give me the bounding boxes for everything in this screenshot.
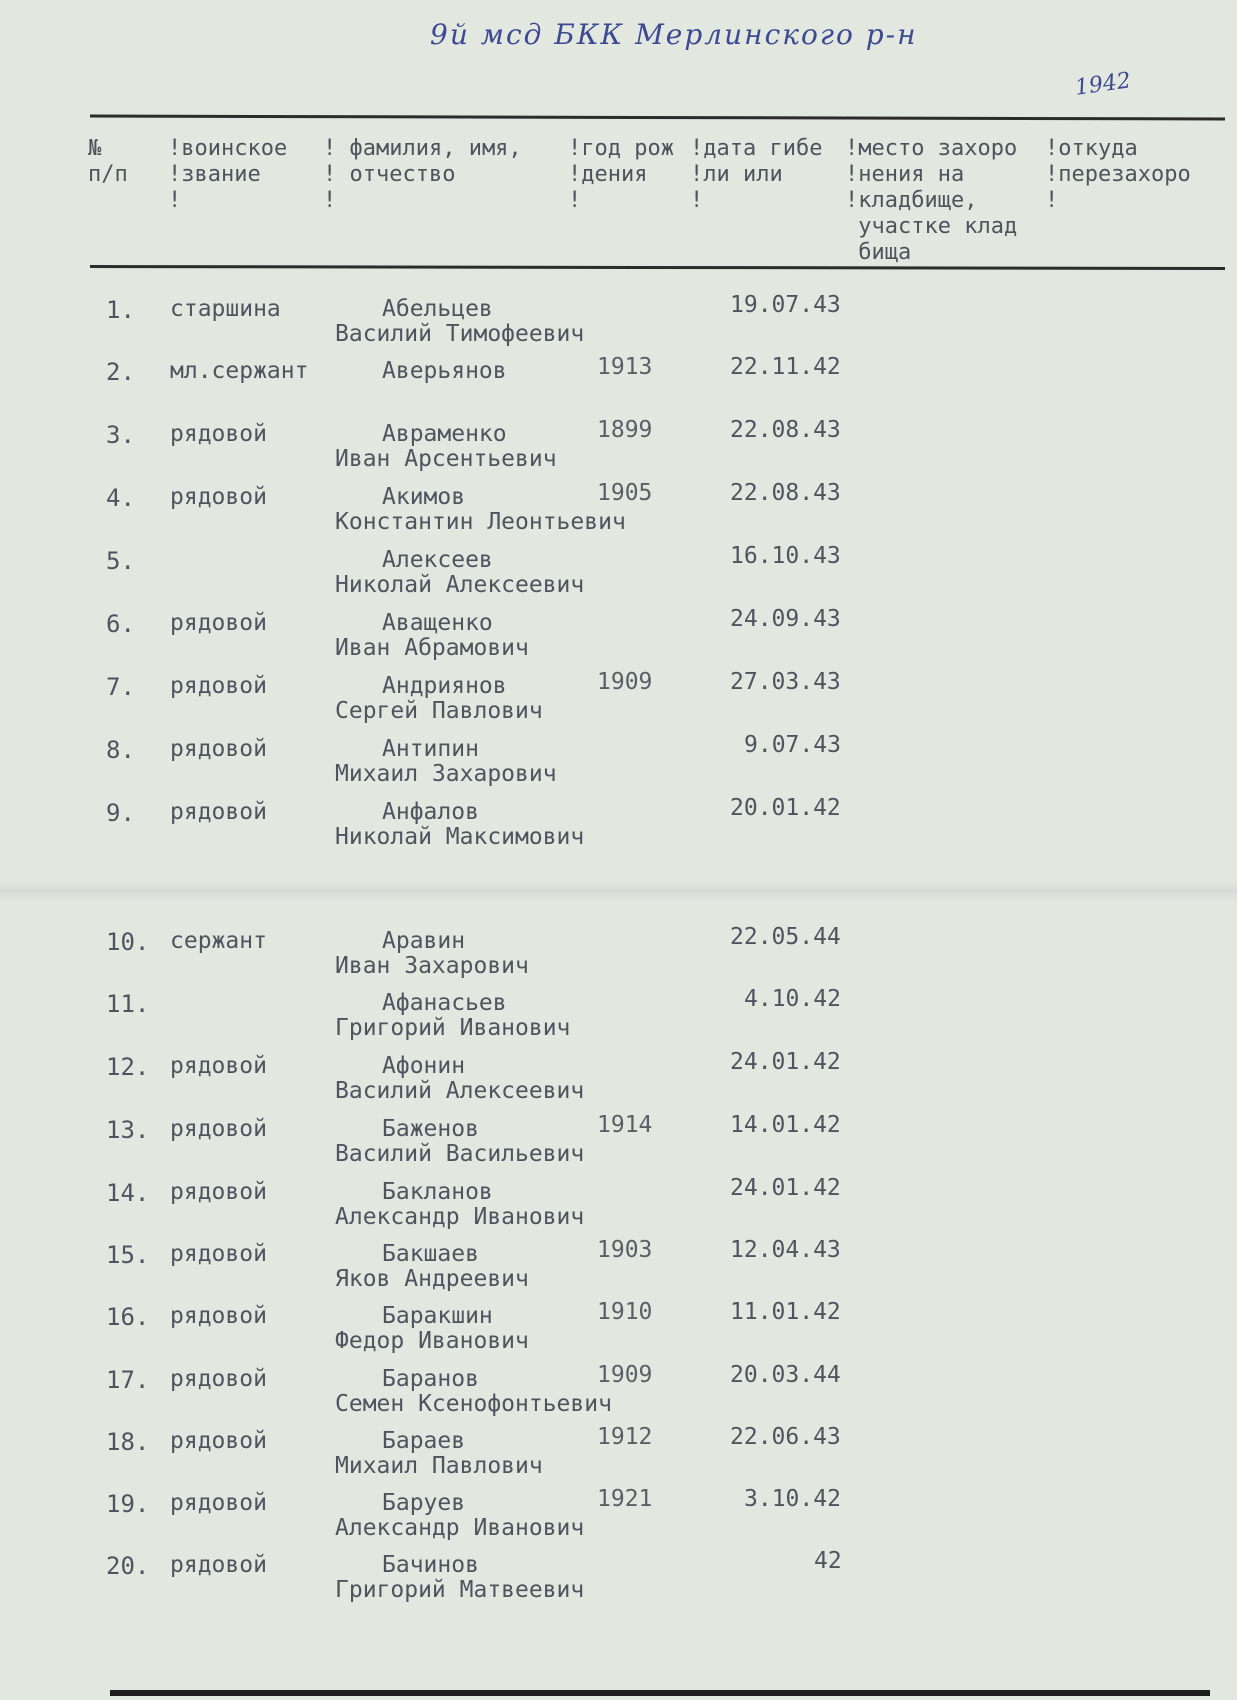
row-death-date: 20.01.42 [730, 795, 841, 821]
row-birth-year: 1899 [597, 417, 653, 443]
row-given-names: Михаил Захарович [335, 761, 557, 787]
row-birth-year: 1913 [597, 354, 653, 380]
header-death-date: !дата гибе !ли или ! [690, 136, 823, 213]
row-death-date: 22.11.42 [730, 354, 841, 380]
row-death-date: 22.05.44 [730, 924, 841, 950]
row-rank: рядовой [170, 1366, 267, 1392]
row-number: 12. [106, 1053, 150, 1081]
row-birth-year: 1912 [597, 1424, 653, 1450]
row-number: 11. [106, 990, 150, 1018]
row-surname: Авраменко [382, 421, 507, 447]
row-given-names: Семен Ксенофонтьевич [335, 1391, 612, 1417]
row-death-date: 19.07.43 [730, 292, 841, 318]
row-surname: Аравин [382, 928, 466, 954]
row-surname: Афонин [382, 1053, 466, 1079]
row-rank: рядовой [170, 610, 267, 636]
row-number: 19. [106, 1490, 150, 1518]
row-given-names: Иван Абрамович [335, 635, 529, 661]
row-surname: Бараев [382, 1428, 466, 1454]
row-death-date: 42 [814, 1548, 842, 1574]
row-death-date: 22.08.43 [730, 417, 841, 443]
handwritten-unit-note: 9й мсд БКК Мерлинского р-н [430, 18, 918, 51]
row-surname: Аверьянов [382, 358, 507, 384]
row-number: 6. [106, 610, 135, 638]
row-rank: старшина [170, 296, 281, 322]
row-death-date: 24.01.42 [730, 1049, 841, 1075]
row-surname: Баракшин [382, 1303, 493, 1329]
row-given-names: Александр Иванович [335, 1515, 585, 1541]
row-number: 15. [106, 1241, 150, 1269]
row-given-names: Николай Максимович [335, 824, 585, 850]
row-surname: Баруев [382, 1490, 466, 1516]
row-given-names: Федор Иванович [335, 1328, 529, 1354]
row-surname: Бакланов [382, 1179, 493, 1205]
row-birth-year: 1909 [597, 1362, 653, 1388]
row-death-date: 3.10.42 [744, 1486, 841, 1512]
header-reburial-origin: !откуда !перезахоро ! [1045, 136, 1191, 213]
row-death-date: 4.10.42 [744, 986, 841, 1012]
row-given-names: Василий Тимофеевич [335, 321, 585, 347]
row-given-names: Григорий Иванович [335, 1015, 571, 1041]
row-given-names: Иван Захарович [335, 953, 529, 979]
header-name: ! фамилия, имя, ! отчество ! [323, 136, 522, 213]
row-rank: рядовой [170, 1552, 267, 1578]
row-given-names: Сергей Павлович [335, 698, 543, 724]
row-surname: Бачинов [382, 1552, 479, 1578]
row-surname: Бакшаев [382, 1241, 479, 1267]
row-number: 1. [106, 296, 135, 324]
row-rank: мл.сержант [170, 358, 309, 384]
row-given-names: Николай Алексеевич [335, 572, 585, 598]
row-death-date: 27.03.43 [730, 669, 841, 695]
row-rank: рядовой [170, 421, 267, 447]
row-birth-year: 1909 [597, 669, 653, 695]
row-rank: рядовой [170, 1053, 267, 1079]
row-number: 20. [106, 1552, 150, 1580]
row-rank: рядовой [170, 1179, 267, 1205]
handwritten-year-note: 1942 [1073, 68, 1133, 101]
row-given-names: Василий Васильевич [335, 1141, 585, 1167]
row-birth-year: 1910 [597, 1299, 653, 1325]
row-surname: Акимов [382, 484, 466, 510]
row-death-date: 14.01.42 [730, 1112, 841, 1138]
row-number: 7. [106, 673, 135, 701]
row-rank: рядовой [170, 736, 267, 762]
row-rank: рядовой [170, 799, 267, 825]
row-surname: Антипин [382, 736, 479, 762]
row-birth-year: 1903 [597, 1237, 653, 1263]
row-given-names: Михаил Павлович [335, 1453, 543, 1479]
row-rank: рядовой [170, 1490, 267, 1516]
row-number: 9. [106, 799, 135, 827]
row-surname: Анфалов [382, 799, 479, 825]
row-rank: рядовой [170, 673, 267, 699]
row-rank: сержант [170, 928, 267, 954]
row-birth-year: 1914 [597, 1112, 653, 1138]
row-death-date: 22.08.43 [730, 480, 841, 506]
row-rank: рядовой [170, 1116, 267, 1142]
row-number: 3. [106, 421, 135, 449]
row-death-date: 12.04.43 [730, 1237, 841, 1263]
row-surname: Абельцев [382, 296, 493, 322]
row-surname: Баранов [382, 1366, 479, 1392]
header-birth-year: !год рож !дения ! [568, 136, 674, 213]
row-surname: Афанасьев [382, 990, 507, 1016]
row-death-date: 9.07.43 [744, 732, 841, 758]
header-rank: !воинское !звание ! [168, 136, 288, 213]
row-death-date: 11.01.42 [730, 1299, 841, 1325]
row-given-names: Константин Леонтьевич [335, 509, 626, 535]
row-birth-year: 1905 [597, 480, 653, 506]
row-rank: рядовой [170, 1428, 267, 1454]
row-death-date: 16.10.43 [730, 543, 841, 569]
row-given-names: Василий Алексеевич [335, 1078, 585, 1104]
row-number: 18. [106, 1428, 150, 1456]
row-number: 8. [106, 736, 135, 764]
row-number: 5. [106, 547, 135, 575]
row-number: 14. [106, 1179, 150, 1207]
row-number: 4. [106, 484, 135, 512]
row-given-names: Иван Арсентьевич [335, 446, 557, 472]
row-death-date: 20.03.44 [730, 1362, 841, 1388]
row-number: 2. [106, 358, 135, 386]
row-number: 16. [106, 1303, 150, 1331]
row-surname: Баженов [382, 1116, 479, 1142]
row-death-date: 22.06.43 [730, 1424, 841, 1450]
row-surname: Аващенко [382, 610, 493, 636]
row-surname: Андриянов [382, 673, 507, 699]
row-rank: рядовой [170, 1241, 267, 1267]
row-death-date: 24.09.43 [730, 606, 841, 632]
row-given-names: Григорий Матвеевич [335, 1577, 585, 1603]
row-rank: рядовой [170, 484, 267, 510]
header-number: № п/п [88, 136, 128, 187]
row-number: 17. [106, 1366, 150, 1394]
header-burial-place: !место захоро !нения на !кладбище, участке клад бища [845, 136, 1018, 265]
row-given-names: Яков Андреевич [335, 1266, 529, 1292]
row-number: 10. [106, 928, 150, 956]
row-given-names: Александр Иванович [335, 1204, 585, 1230]
row-surname: Алексеев [382, 547, 493, 573]
page-bottom-edge [110, 1690, 1210, 1696]
row-birth-year: 1921 [597, 1486, 653, 1512]
row-rank: рядовой [170, 1303, 267, 1329]
row-death-date: 24.01.42 [730, 1175, 841, 1201]
row-number: 13. [106, 1116, 150, 1144]
